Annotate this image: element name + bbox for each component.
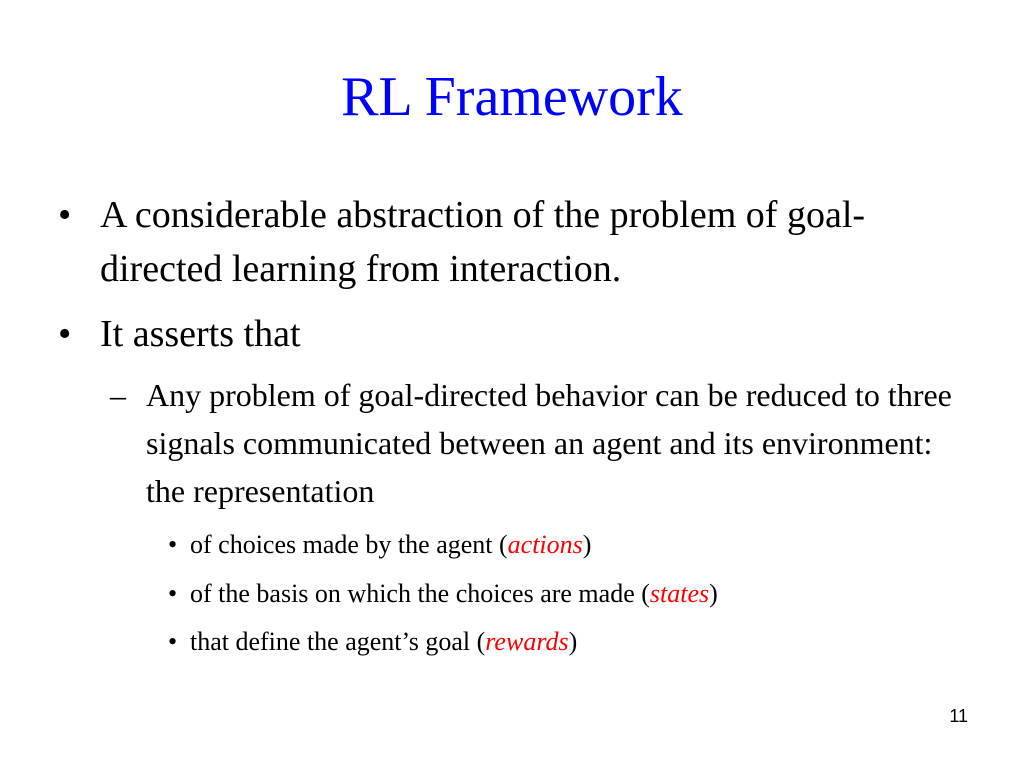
sub-bullet-item [110, 371, 970, 515]
slide-title: RL Framework [341, 66, 683, 128]
emphasis-term: states [649, 579, 710, 608]
sub-sub-bullet-actions [168, 525, 968, 565]
bullet-marker: • [58, 313, 72, 355]
text-prefix: of the basis on which the choices are made ( [190, 579, 650, 608]
text-suffix: ) [568, 627, 578, 656]
emphasis-term: rewards [485, 627, 569, 656]
sub-sub-bullet-marker: • [168, 579, 178, 608]
text-prefix: of choices made by the agent ( [190, 530, 508, 559]
sub-sub-bullet-marker: • [168, 627, 178, 656]
bullet-item-abstraction [58, 188, 958, 296]
sub-sub-bullet-text [190, 574, 968, 614]
sub-sub-bullet-marker: • [168, 530, 178, 559]
emphasis-term: actions [507, 530, 583, 559]
sub-bullet-marker: – [110, 377, 126, 413]
text-suffix: ) [709, 579, 718, 608]
sub-sub-bullet-text [190, 525, 968, 565]
bullet-item-asserts [58, 307, 958, 361]
sub-sub-bullet-rewards [168, 622, 968, 662]
text-prefix: that define the agent’s goal ( [190, 627, 486, 656]
bullet-marker: • [58, 194, 72, 236]
text-suffix: ) [582, 530, 592, 559]
page-number: 11 [949, 706, 968, 726]
bullet-text: A considerable abstraction of the problem of goal-directed learning from interaction. [100, 194, 866, 290]
sub-bullet-text: Any problem of goal-directed behavior can be reduced to three signals communicated between an agent and its environment: the representation [146, 377, 952, 509]
bullet-text: It asserts that [100, 313, 301, 355]
sub-sub-bullet-states [168, 574, 968, 614]
sub-sub-bullet-text [190, 622, 968, 662]
